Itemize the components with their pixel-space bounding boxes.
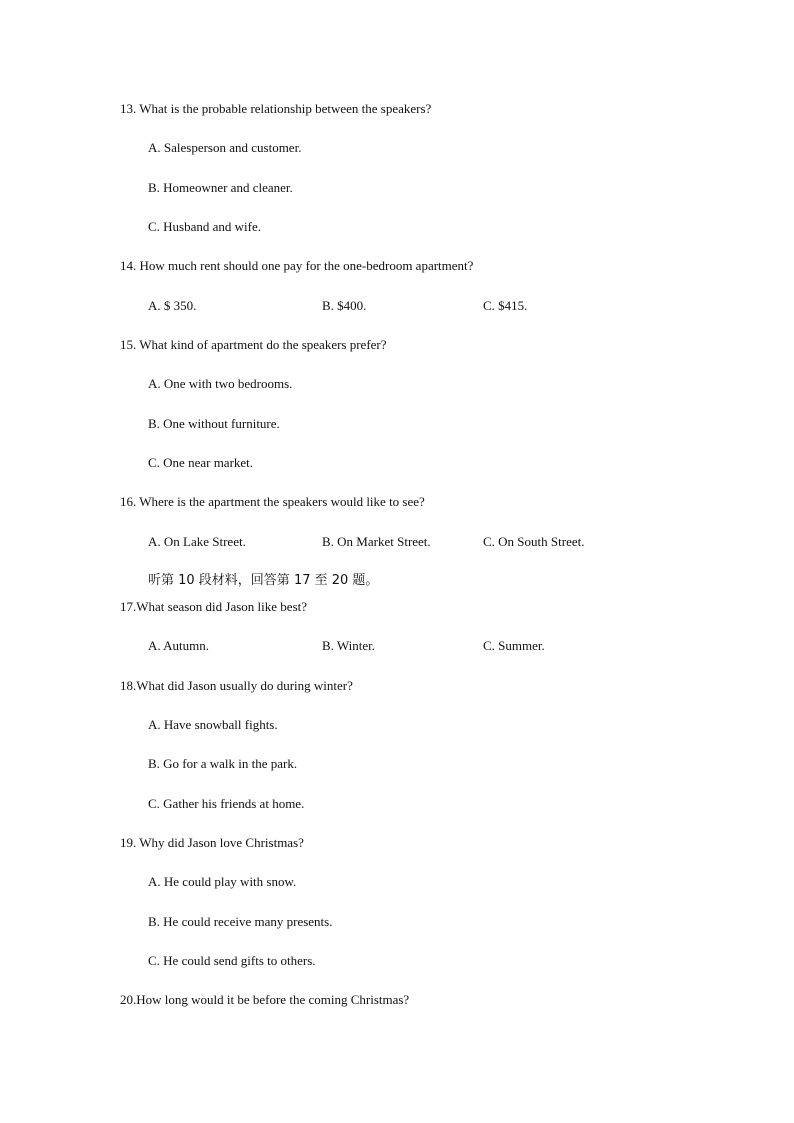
- question-14-option-a: A. $ 350.: [148, 298, 197, 313]
- question-13: 13. What is the probable relationship between the speakers?: [120, 101, 432, 116]
- question-15-option-a: A. One with two bedrooms.: [148, 376, 293, 391]
- question-14: 14. How much rent should one pay for the one-bedroom apartment?: [120, 258, 474, 273]
- question-14-option-b: B. $400.: [322, 298, 367, 313]
- question-13-option-a: A. Salesperson and customer.: [148, 140, 302, 155]
- section-instruction: 听第 10 段材料，回答第 17 至 20 题。: [148, 573, 379, 588]
- question-18-option-a: A. Have snowball fights.: [148, 717, 278, 732]
- question-17: 17.What season did Jason like best?: [120, 599, 308, 614]
- question-17-option-c: C. Summer.: [483, 638, 545, 653]
- question-13-option-c: C. Husband and wife.: [148, 219, 262, 234]
- question-17-option-b: B. Winter.: [322, 638, 376, 653]
- question-15: 15. What kind of apartment do the speakers prefer?: [120, 337, 387, 352]
- question-16-option-c: C. On South Street.: [483, 534, 585, 549]
- question-15-option-b: B. One without furniture.: [148, 416, 280, 431]
- question-16: 16. Where is the apartment the speakers would like to see?: [120, 494, 425, 509]
- question-16-option-b: B. On Market Street.: [322, 534, 431, 549]
- question-17-option-a: A. Autumn.: [148, 638, 210, 653]
- question-19-option-b: B. He could receive many presents.: [148, 914, 333, 929]
- question-20: 20.How long would it be before the coming Christmas?: [120, 992, 410, 1007]
- question-19: 19. Why did Jason love Christmas?: [120, 835, 304, 850]
- question-14-option-c: C. $415.: [483, 298, 528, 313]
- question-16-option-a: A. On Lake Street.: [148, 534, 246, 549]
- question-15-option-c: C. One near market.: [148, 455, 254, 470]
- question-19-option-c: C. He could send gifts to others.: [148, 953, 316, 968]
- question-18: 18.What did Jason usually do during winter?: [120, 678, 353, 693]
- question-13-option-b: B. Homeowner and cleaner.: [148, 180, 293, 195]
- question-18-option-c: C. Gather his friends at home.: [148, 796, 305, 811]
- question-18-option-b: B. Go for a walk in the park.: [148, 756, 298, 771]
- question-19-option-a: A. He could play with snow.: [148, 874, 297, 889]
